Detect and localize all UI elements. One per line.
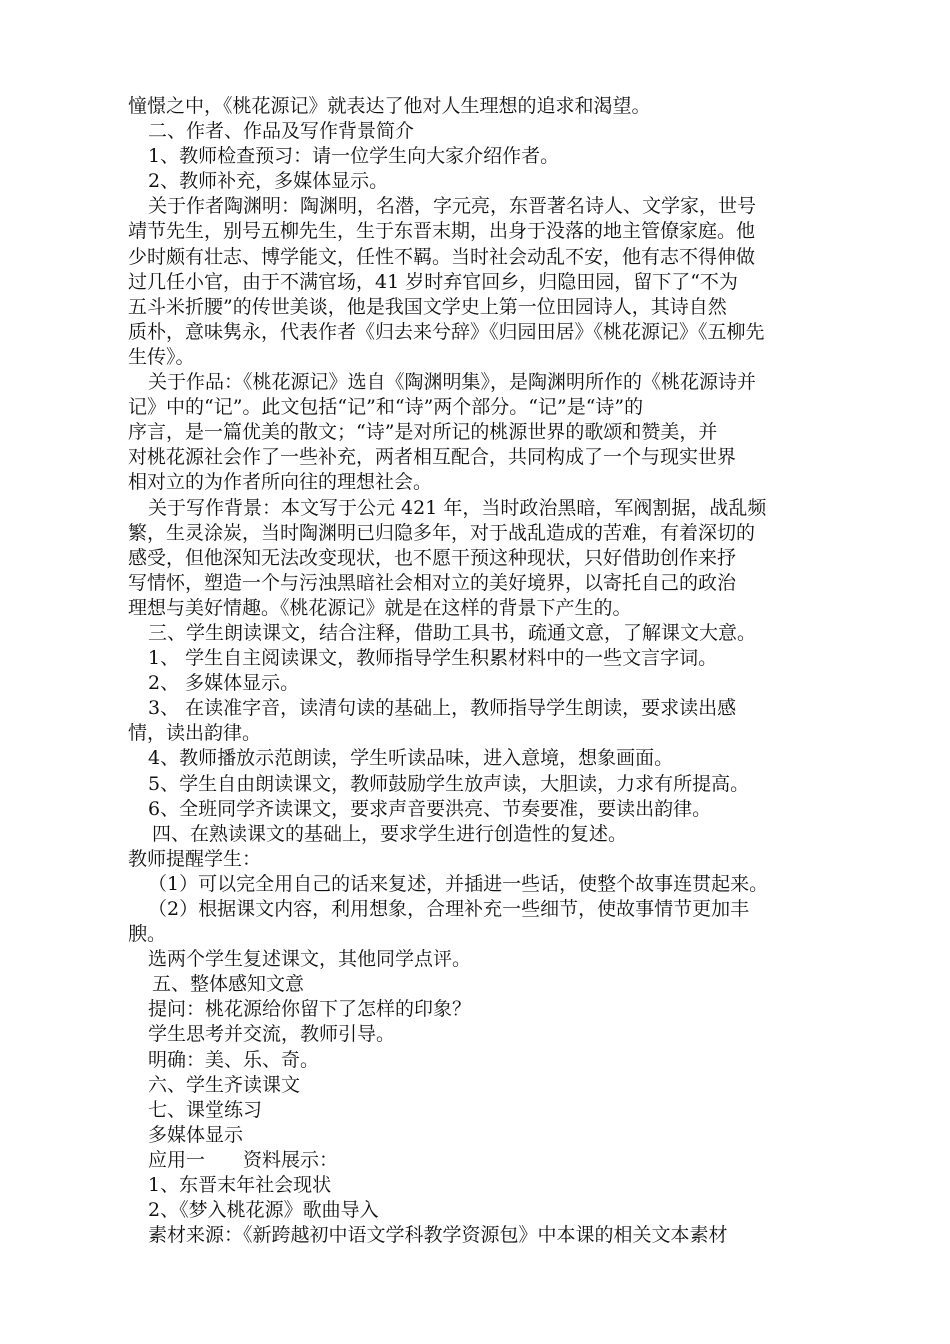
text-line: 选两个学生复述课文，其他同学点评。 xyxy=(148,948,472,971)
text-line: 六、学生齐读课文 xyxy=(148,1073,301,1096)
text-line: 3、 在读准字音，读清句读的基础上，教师指导学生朗读，要求读出感 xyxy=(148,697,737,720)
text-line: 对桃花源社会作了一些补充，两者相互配合，共同构成了一个与现实世界 xyxy=(128,446,737,469)
text-line: 感受，但他深知无法改变现状，也不愿干预这种现状，只好借助创作来抒 xyxy=(128,546,737,569)
text-line: 2、《梦入桃花源》歌曲导入 xyxy=(148,1199,379,1222)
text-line: （1）可以完全用自己的话来复述，并插进一些话，使整个故事连贯起来。 xyxy=(148,872,769,895)
text-line: 五斗米折腰”的传世美谈，他是我国文学史上第一位田园诗人，其诗自然 xyxy=(128,295,727,318)
text-line: 三、学生朗读课文，结合注释，借助工具书，疏通文意，了解课文大意。 xyxy=(148,621,757,644)
text-line: 七、课堂练习 xyxy=(148,1098,263,1121)
text-line: 过几任小官，由于不满官场，41 岁时弃官回乡，归隐田园，留下了“不为 xyxy=(128,270,738,293)
text-line: 1、 学生自主阅读课文，教师指导学生积累材料中的一些文言字词。 xyxy=(148,647,718,670)
text-line: 生传》。 xyxy=(128,345,195,368)
text-line: 2、 多媒体显示。 xyxy=(148,672,300,695)
text-line: 1、教师检查预习：请一位学生向大家介绍作者。 xyxy=(148,145,560,168)
text-line: 学生思考并交流，教师引导。 xyxy=(148,1023,396,1046)
text-line: 关于写作背景：本文写于公元 421 年，当时政治黑暗，军阀割据，战乱频 xyxy=(148,496,767,519)
text-line: 质朴，意味隽永，代表作者《归去来兮辞》《归园田居》《桃花源记》《五柳先 xyxy=(128,320,765,343)
text-line: 教师提醒学生： xyxy=(128,847,262,870)
text-line: 四、在熟读课文的基础上，要求学生进行创造性的复述。 xyxy=(152,822,628,845)
text-line: 4、教师播放示范朗读，学生听读品味，进入意境，想象画面。 xyxy=(148,747,674,770)
text-line: 关于作品：《桃花源记》选自《陶渊明集》，是陶渊明所作的《桃花源诗并 xyxy=(148,371,757,394)
text-line: 靖节先生，别号五柳先生，生于东晋末期，出身于没落的地主管僚家庭。他 xyxy=(128,220,756,243)
text-line: 情，读出韵律。 xyxy=(128,722,262,745)
text-line: 写情怀，塑造一个与污浊黑暗社会相对立的美好境界，以寄托自己的政治 xyxy=(128,571,737,594)
text-line: 繁，生灵涂炭，当时陶渊明已归隐多年，对于战乱造成的苦难，有着深切的 xyxy=(128,521,756,544)
text-line: 提问：桃花源给你留下了怎样的印象？ xyxy=(148,998,472,1021)
text-line: 理想与美好情趣。《桃花源记》就是在这样的背景下产生的。 xyxy=(128,596,632,619)
document-body xyxy=(128,94,838,1248)
text-line: 少时颇有壮志、博学能文，任性不羁。当时社会动乱不安，他有志不得伸做 xyxy=(128,245,756,268)
text-line: 关于作者陶渊明：陶渊明，名潜，字元亮，东晋著名诗人、文学家，世号 xyxy=(148,195,757,218)
text-line: 1、东晋末年社会现状 xyxy=(148,1174,332,1197)
text-line: 明确：美、乐、奇。 xyxy=(148,1048,320,1071)
text-line: 憧憬之中，《桃花源记》就表达了他对人生理想的追求和渴望。 xyxy=(128,95,651,117)
text-line: 腴。 xyxy=(128,923,167,946)
text-line: 记》中的“记”。此文包括“记”和“诗”两个部分。“记”是“诗”的 xyxy=(128,396,644,419)
text-line: 2、教师补充，多媒体显示。 xyxy=(148,170,389,193)
text-line: 多媒体显示 xyxy=(148,1123,244,1146)
text-line: 应用一 资料展示： xyxy=(148,1148,339,1171)
text-line: 5、学生自由朗读课文，教师鼓励学生放声读，大胆读，力求有所提高。 xyxy=(148,772,750,795)
text-line: 五、整体感知文意 xyxy=(152,973,305,996)
text-line: （2）根据课文内容，利用想象，合理补充一些细节，使故事情节更加丰 xyxy=(148,898,750,920)
text-line: 相对立的为作者所向往的理想社会。 xyxy=(128,471,433,494)
text-line: 二、作者、作品及写作背景简介 xyxy=(148,120,415,143)
text-line: 序言，是一篇优美的散文；“诗”是对所记的桃源世界的歌颂和赞美，并 xyxy=(128,421,718,444)
text-line: 6、全班同学齐读课文，要求声音要洪亮、节奏要准，要读出韵律。 xyxy=(148,797,712,820)
text-line: 素材来源：《新跨越初中语文学科教学资源包》中本课的相关文本素材 xyxy=(148,1224,728,1247)
